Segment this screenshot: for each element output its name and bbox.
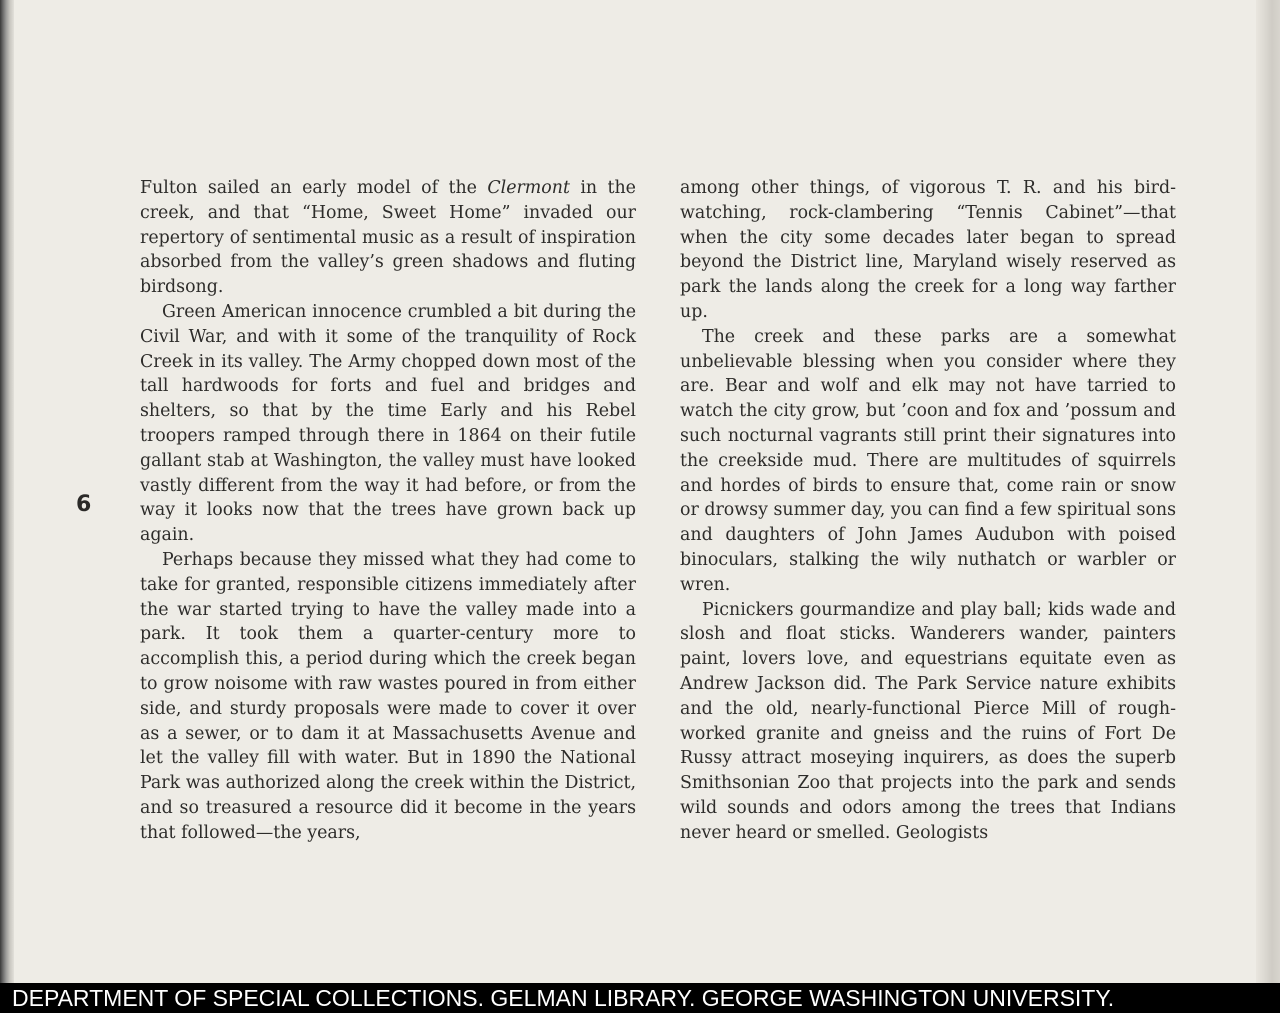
page-number: 6 — [76, 492, 92, 517]
left-paragraph-3: Perhaps because they missed what they had come to take for granted, responsible citizens immediately after the war started trying to have the valley made into a park. It took them a quarter-century more to accomplish this, a period during which the creek began to grow noisome with raw wastes poured in from either side, and sturdy proposals were made to cover it over as a sewer, or to dam it at Massachusetts Avenue and let the valley fill with water. But in 1890 the National Park was authorized along the creek within the District, and so treasured a resource did it become in the years that followed—the years, — [140, 549, 636, 843]
archive-credit-footer: DEPARTMENT OF SPECIAL COLLECTIONS. GELMAN LIBRARY. GEORGE WASHINGTON UNIVERSITY. — [0, 983, 1280, 1013]
book-binding-edge — [0, 0, 14, 983]
left-paragraph-1 — [140, 176, 636, 300]
right-paragraph-1: among other things, of vigorous T. R. and his bird-watching, rock-clambering “Tennis Cabinet”—that when the city some decades later began to spread beyond the District line, Maryland wisely reserved as park the lands along the creek for a long way farther up. — [680, 178, 1176, 322]
ship-name-italic: Clermont — [487, 178, 570, 198]
right-paragraph-3: Picnickers gourmandize and play ball; kids wade and slosh and float sticks. Wanderers wander, painters paint, lovers love, and equestrians equitate even as Andrew Jackson did. The Park Service nature exhibits and the old, nearly-functional Pierce Mill of rough-worked granite and gneiss and the ruins of Fort De Russy attract moseying inquirers, as does the superb Smithsonian Zoo that projects into the park and sends wild sounds and odors among the trees that Indians never heard or smelled. Geologists — [680, 599, 1176, 843]
page-right-edge — [1256, 0, 1280, 983]
right-paragraph-2: The creek and these parks are a somewhat unbelievable blessing when you consider where they are. Bear and wolf and elk may not have tarried to watch the city grow, but ’coon and fox and ’possum and such nocturnal vagrants still print their signatures into the creekside mud. There are multitudes of squirrels and hordes of birds to ensure that, come rain or snow or drowsy summer day, you can find a few spiritual sons and daughters of John James Audubon with poised binoculars, stalking the wily nuthatch or warbler or wren. — [680, 326, 1176, 595]
left-paragraph-2: Green American innocence crumbled a bit during the Civil War, and with it some of the tranquility of Rock Creek in its valley. The Army chopped down most of the tall hardwoods for forts and fuel and bridges and shelters, so that by the time Early and his Rebel troopers ramped through there in 1864 on their futile gallant stab at Washington, the valley must have looked vastly different from the way it had before, or from the way it looks now that the trees have grown back up again. — [140, 301, 636, 546]
left-p1-text-before: Fulton sailed an early model of the — [140, 178, 488, 198]
right-text-column — [680, 176, 1176, 846]
left-p1-text-after: in the creek, and that “Home, Sweet Home” invaded our repertory of sentimental music as a result of inspiration absorbed from the valley’s green shadows and fluting birdsong. — [140, 178, 636, 298]
left-text-column — [140, 176, 636, 846]
